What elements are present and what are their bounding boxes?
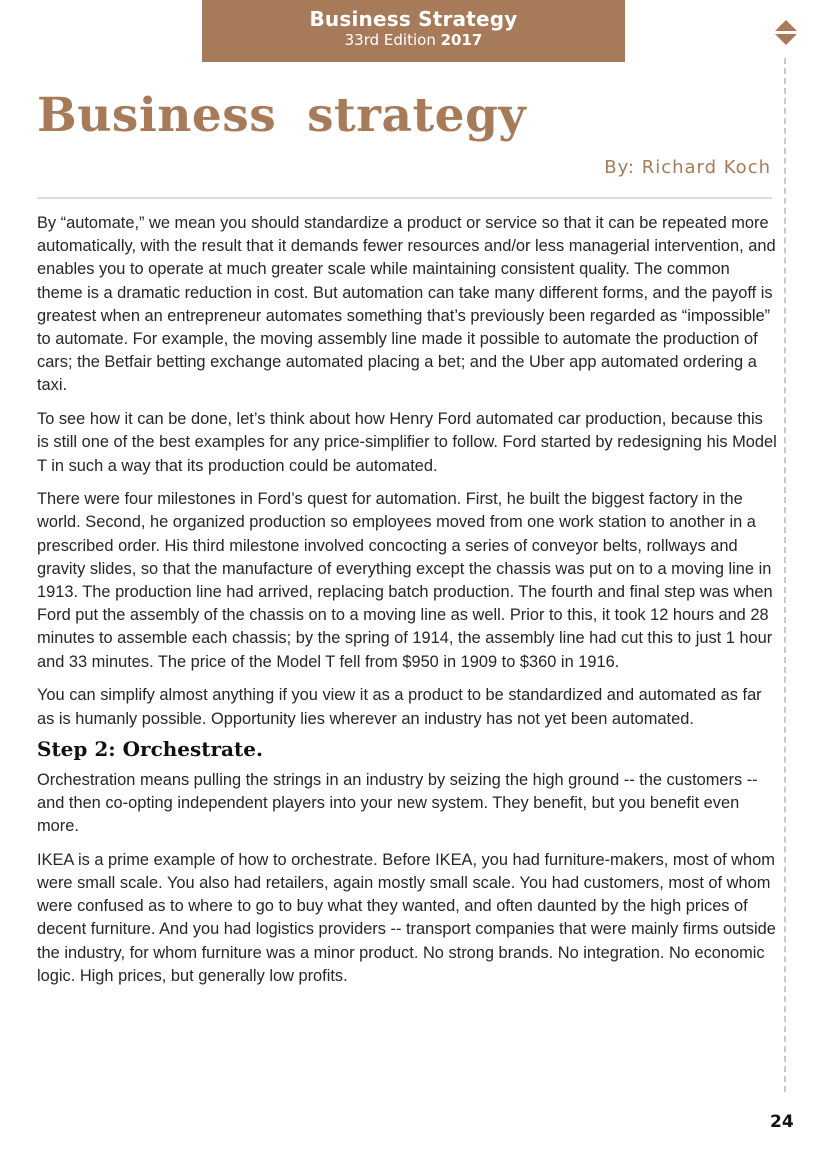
paragraph: IKEA is a prime example of how to orchestrate. Before IKEA, you had furniture-makers, most of whom were small scale. You also had retailers, again mostly small scale. You had customers, most of whom were confused as to where to go to buy what they wanted, and often daunted by the high prices of decent furniture. And you had logistics providers -- transport companies that were mainly firms outside the industry, for whom furniture was a minor product. No strong brands. No integration. No economic logic. High prices, but generally low profits. xyxy=(37,850,776,985)
up-arrow-icon[interactable] xyxy=(775,20,797,31)
edition-label: 33rd Edition xyxy=(344,31,436,49)
section-heading: Step 2: Orchestrate. xyxy=(37,736,263,761)
title-divider xyxy=(37,197,772,199)
publication-header xyxy=(202,0,625,62)
publication-title: Business Strategy xyxy=(309,7,518,31)
author-byline: By: Richard Koch xyxy=(604,157,771,178)
article-body xyxy=(37,212,777,999)
page-navigation[interactable] xyxy=(774,20,798,46)
dashed-margin-rule xyxy=(784,58,786,1092)
paragraph: By “automate,” we mean you should standardize a product or service so that it can be repeated more automatically, with the result that it demands fewer resources and/or less managerial intervention, and enables you to operate at much greater scale while maintaining consistent quality. The common theme is a dramatic reduction in cost. But automation can take many different forms, and the payoff is greatest when an entrepreneur automates something that’s previously been regarded as “impossible” to automate. For example, the moving assembly line made it possible to automate the production of cars; the Betfair betting exchange automated placing a bet; and the Uber app automated ordering a taxi. xyxy=(37,214,776,395)
publication-edition xyxy=(202,30,625,50)
paragraph: There were four milestones in Ford’s quest for automation. First, he built the biggest factory in the world. Second, he organized production so employees moved from one work station to another in a prescribed order. His third milestone involved concocting a series of conveyor belts, rollways and gravity slides, so that the manufacture of everything except the chassis was put on to a moving line in 1913. The production line had arrived, replacing batch production. The fourth and final step was when Ford put the assembly of the chassis on to a moving line as well. Prior to this, it took 12 hours and 28 minutes to assemble each chassis; by the spring of 1914, the assembly line had cut this to just 1 hour and 33 minutes. The price of the Model T fell from $950 in 1909 to $360 in 1916. xyxy=(37,490,773,671)
down-arrow-icon[interactable] xyxy=(775,34,797,45)
up-down-arrows-icon[interactable] xyxy=(774,20,798,46)
page-number: 24 xyxy=(770,1112,794,1132)
paragraph: Orchestration means pulling the strings in an industry by seizing the high ground -- the customers -- and then co-opting independent players into your new system. They benefit, but you benefit even more. xyxy=(37,770,758,836)
document-title: Business strategy xyxy=(37,88,527,143)
paragraph: To see how it can be done, let’s think about how Henry Ford automated car production, because this is still one of the best examples for any price-simplifier to follow. Ford started by redesigning his Model T in such a way that its production could be automated. xyxy=(37,410,777,475)
paragraph: You can simplify almost anything if you view it as a product to be standardized and automated as far as is humanly possible. Opportunity lies wherever an industry has not yet been automated. xyxy=(37,686,762,728)
edition-year: 2017 xyxy=(440,31,483,49)
